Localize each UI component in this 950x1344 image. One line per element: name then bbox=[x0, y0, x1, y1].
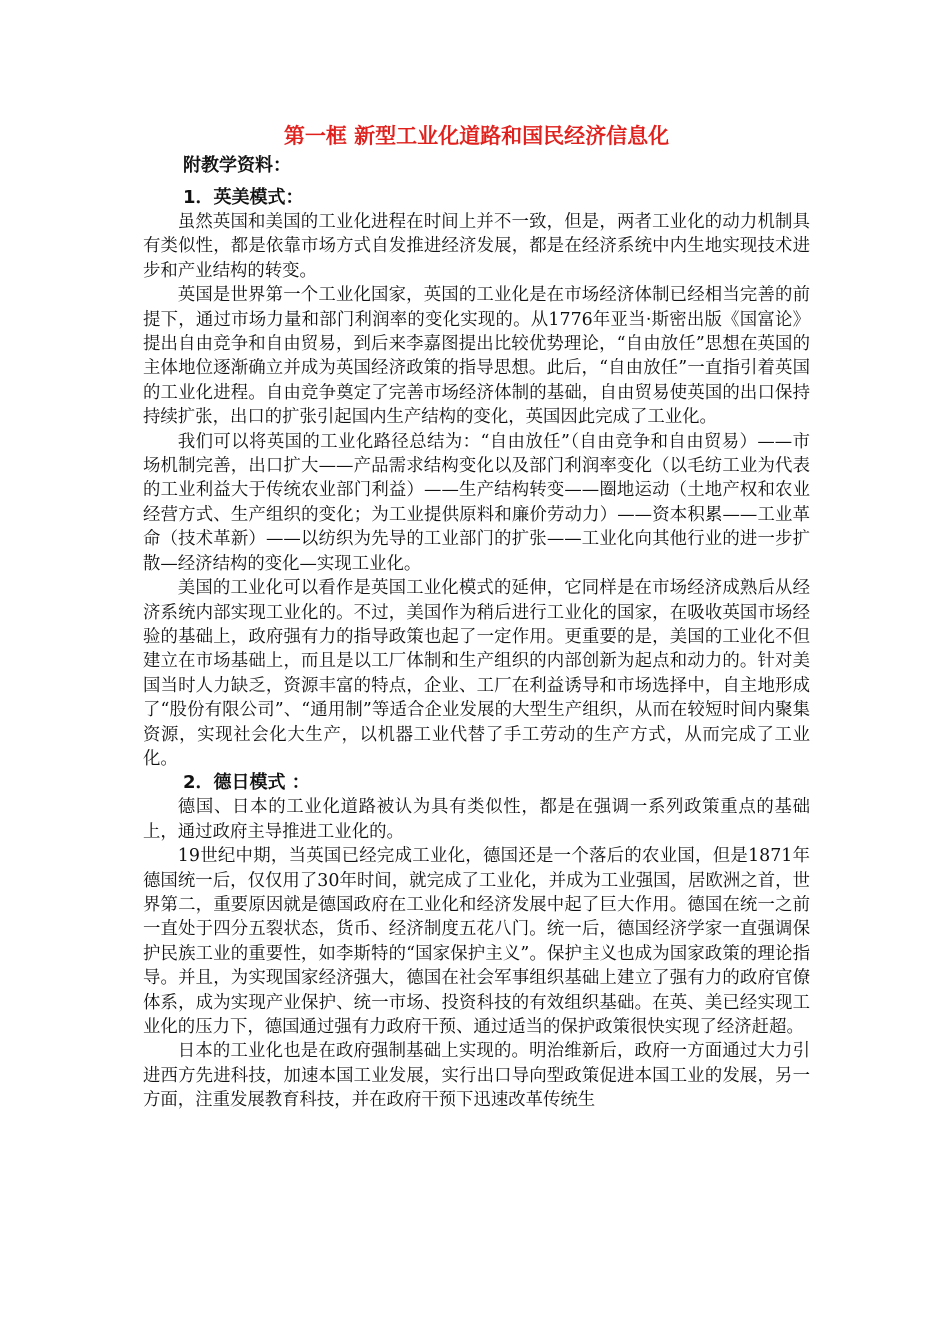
paragraph: 19世纪中期，当英国已经完成工业化，德国还是一个落后的农业国，但是1871年德国统一后，仅仅用了30年时间，就完成了工业化，并成为工业强国，居欧洲之首，世界第二，重要原因就是德国政府在工业化和经济发展中起了巨大作用。德国在统一之前一直处于四分五裂状态，货币、经济制度五花八门。统一后，德国经济学家一直强调保护民族工业的重要性，如李斯特的“国家保护主义”。保护主义也成为国家政策的理论指导。并且，为实现国家经济强大，德国在社会军事组织基础上建立了强有力的政府官僚体系，成为实现产业保护、统一市场、投资科技的有效组织基础。在英、美已经实现工业化的压力下，德国通过强有力政府干预、通过适当的保护政策很快实现了经济赶超。 bbox=[143, 846, 810, 1037]
document-page bbox=[143, 118, 810, 1113]
paragraph: 我们可以将英国的工业化路径总结为：“自由放任”（自由竞争和自由贸易）——市场机制完善，出口扩大——产品需求结构变化以及部门利润率变化（以毛纺工业为代表的工业利益大于传统农业部门利益）——生产结构转变——圈地运动（土地产权和农业经营方式、生产组织的变化；为工业提供原料和廉价劳动力）——资本积累——工业革命（技术革新）——以纺织为先导的工业部门的扩张——工业化向其他行业的进一步扩散—经济结构的变化—实现工业化。 bbox=[143, 431, 810, 574]
section-heading-anglo-american: 1．英美模式： bbox=[183, 187, 304, 208]
page-title: 第一框 新型工业化道路和国民经济信息化 bbox=[283, 124, 670, 148]
paragraph: 美国的工业化可以看作是英国工业化模式的延伸，它同样是在市场经济成熟后从经济系统内部实现工业化的。不过，美国作为稍后进行工业化的国家，在吸收英国市场经验的基础上，政府强有力的指导政策也起了一定作用。更重要的是，美国的工业化不但建立在市场基础上，而且是以工厂体制和生产组织的内部创新为起点和动力的。针对美国当时人力缺乏，资源丰富的特点，企业、工厂在利益诱导和市场选择中，自主地形成了“股份有限公司”、“通用制”等适合企业发展的大型生产组织，从而在较短时间内聚集资源，实现社会化大生产，以机器工业代替了手工劳动的生产方式，从而完成了工业化。 bbox=[143, 578, 810, 769]
paragraph: 日本的工业化也是在政府强制基础上实现的。明治维新后，政府一方面通过大力引进西方先进科技，加速本国工业发展，实行出口导向型政策促进本国工业的发展，另一方面，注重发展教育科技，并在政府干预下迅速改革传统生 bbox=[143, 1041, 810, 1111]
paragraph: 英国是世界第一个工业化国家，英国的工业化是在市场经济体制已经相当完善的前提下，通过市场力量和部门利润率的变化实现的。从1776年亚当·斯密出版《国富论》提出自由竞争和自由贸易，到后来李嘉图提出比较优势理论，“自由放任”思想在英国的主体地位逐渐确立并成为英国经济政策的指导思想。此后，“自由放任”一直指引着英国的工业化进程。自由竞争奠定了完善市场经济体制的基础，自由贸易使英国的出口保持持续扩张，出口的扩张引起国内生产结构的变化，英国因此完成了工业化。 bbox=[143, 285, 810, 428]
section-heading-german-japanese: 2．德日模式 ： bbox=[183, 772, 310, 794]
paragraph: 虽然英国和美国的工业化进程在时间上并不一致，但是，两者工业化的动力机制具有类似性，都是依靠市场方式自发推进经济发展，都是在经济系统中内生地实现技术进步和产业结构的转变。 bbox=[143, 212, 810, 281]
paragraph: 德国、日本的工业化道路被认为具有类似性，都是在强调一系列政策重点的基础上，通过政府主导推进工业化的。 bbox=[143, 797, 810, 842]
appendix-label: 附教学资料： bbox=[183, 155, 291, 176]
